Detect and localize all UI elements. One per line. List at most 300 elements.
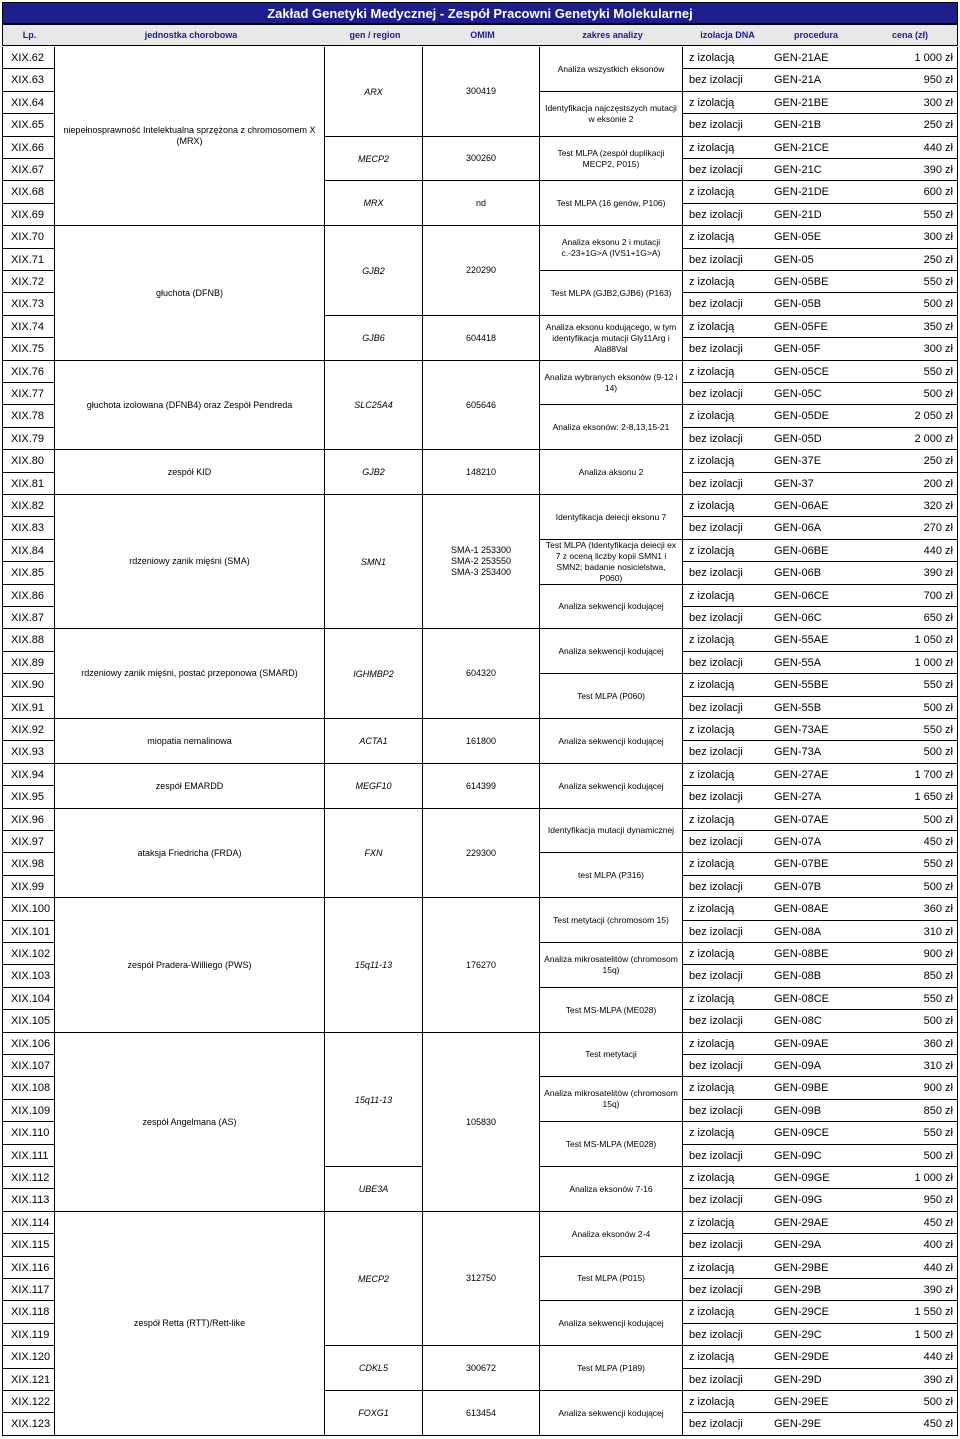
isolation-type: z izolacją: [683, 898, 770, 921]
gene-region: UBE3A: [325, 1167, 423, 1212]
gene-region: FOXG1: [325, 1391, 423, 1436]
procedure-code: GEN-29EE: [770, 1391, 860, 1413]
row-number: XIX.68: [2, 181, 55, 204]
row-number: XIX.82: [2, 495, 55, 517]
price: 650 zł: [860, 607, 958, 629]
row-number: XIX.93: [2, 741, 55, 764]
header-procedure: procedura: [793, 30, 838, 40]
isolation-type: z izolacją: [683, 1122, 770, 1145]
omim-number: 161800: [423, 719, 540, 764]
isolation-type: bez izolacji: [683, 1055, 770, 1077]
price: 2 050 zł: [860, 405, 958, 428]
row-number: XIX.78: [2, 405, 55, 428]
analysis-scope: Test MLPA (Identyfikacja deiecji ex 7 z oceną liczby kopii SMN1 i SMN2; badanie nosicielstwa, P060): [540, 540, 683, 585]
analysis-scope: Analiza wybranych eksonów (9-12 i 14): [540, 361, 683, 405]
price: 550 zł: [860, 988, 958, 1010]
price: 500 zł: [860, 1391, 958, 1413]
row-number: XIX.117: [2, 1279, 55, 1301]
price: 1 000 zł: [860, 652, 958, 674]
omim-number: 229300: [423, 809, 540, 898]
isolation-type: z izolacją: [683, 47, 770, 69]
price: 450 zł: [860, 831, 958, 853]
row-number: XIX.95: [2, 786, 55, 809]
isolation-type: bez izolacji: [683, 697, 770, 719]
analysis-scope: Test MLPA (P189): [540, 1346, 683, 1391]
analysis-scope: Analiza eksonów: 2-8,13,15-21: [540, 405, 683, 450]
price: 440 zł: [860, 540, 958, 562]
price: 1 550 zł: [860, 1301, 958, 1324]
row-number: XIX.113: [2, 1189, 55, 1212]
procedure-code: GEN-05BE: [770, 271, 860, 293]
row-number: XIX.92: [2, 719, 55, 741]
row-number: XIX.64: [2, 92, 55, 114]
isolation-type: z izolacją: [683, 361, 770, 383]
analysis-scope: Test MLPA (16 genów, P106): [540, 181, 683, 226]
analysis-scope: Analiza eksonów 7-16: [540, 1167, 683, 1212]
gene-region: GJB6: [325, 316, 423, 361]
procedure-code: GEN-07BE: [770, 853, 860, 876]
row-number: XIX.69: [2, 204, 55, 226]
gene-region: IGHMBP2: [325, 629, 423, 719]
row-number: XIX.88: [2, 629, 55, 652]
disease-name: ataksja Friedricha (FRDA): [55, 809, 325, 898]
price: 500 zł: [860, 876, 958, 898]
disease-name: zespół KID: [55, 450, 325, 495]
row-number: XIX.86: [2, 585, 55, 607]
analysis-scope: Analiza sekwencji kodującej: [540, 1391, 683, 1436]
isolation-type: bez izolacji: [683, 249, 770, 271]
disease-name: głuchota izolowana (DFNB4) oraz Zespół Pendreda: [55, 361, 325, 450]
isolation-type: z izolacją: [683, 495, 770, 517]
analysis-scope: Analiza sekwencji kodującej: [540, 585, 683, 629]
isolation-type: z izolacją: [683, 674, 770, 697]
procedure-code: GEN-05: [770, 249, 860, 271]
procedure-code: GEN-21CE: [770, 137, 860, 159]
isolation-type: z izolacją: [683, 1167, 770, 1189]
isolation-type: bez izolacji: [683, 204, 770, 226]
procedure-code: GEN-07AE: [770, 809, 860, 831]
analysis-scope: Analiza mikrosatelitów (chromosom 15q): [540, 1077, 683, 1122]
isolation-type: bez izolacji: [683, 383, 770, 405]
price: 500 zł: [860, 1010, 958, 1033]
price: 550 zł: [860, 1122, 958, 1145]
disease-name: głuchota (DFNB): [55, 226, 325, 361]
isolation-type: z izolacją: [683, 1077, 770, 1100]
header-omim: OMIM: [470, 30, 495, 40]
price: 2 000 zł: [860, 428, 958, 450]
procedure-code: GEN-08B: [770, 965, 860, 988]
header-isolation: izolacja DNA: [700, 30, 755, 40]
gene-region: GJB2: [325, 450, 423, 495]
isolation-type: bez izolacji: [683, 338, 770, 361]
row-number: XIX.83: [2, 517, 55, 540]
price: 310 zł: [860, 1055, 958, 1077]
price: 950 zł: [860, 69, 958, 92]
price: 450 zł: [860, 1212, 958, 1234]
price: 250 zł: [860, 249, 958, 271]
header-disease: jednostka chorobowa: [144, 30, 238, 40]
row-number: XIX.84: [2, 540, 55, 562]
price: 600 zł: [860, 181, 958, 204]
price: 200 zł: [860, 473, 958, 495]
row-number: XIX.67: [2, 159, 55, 181]
row-number: XIX.70: [2, 226, 55, 249]
isolation-type: bez izolacji: [683, 876, 770, 898]
price: 300 zł: [860, 226, 958, 249]
row-number: XIX.111: [2, 1145, 55, 1167]
row-number: XIX.102: [2, 943, 55, 965]
row-number: XIX.65: [2, 114, 55, 137]
price: 390 zł: [860, 1279, 958, 1301]
omim-number: 605646: [423, 361, 540, 450]
row-number: XIX.90: [2, 674, 55, 697]
isolation-type: bez izolacji: [683, 428, 770, 450]
header-scope: zakres analizy: [582, 30, 643, 40]
procedure-code: GEN-07A: [770, 831, 860, 853]
table-header-row: [2, 24, 958, 46]
isolation-type: bez izolacji: [683, 1234, 770, 1257]
row-number: XIX.81: [2, 473, 55, 495]
price: 900 zł: [860, 943, 958, 965]
procedure-code: GEN-29A: [770, 1234, 860, 1257]
omim-number: nd: [423, 181, 540, 226]
isolation-type: bez izolacji: [683, 607, 770, 629]
gene-region: ACTA1: [325, 719, 423, 764]
analysis-scope: test MLPA (P316): [540, 853, 683, 898]
omim-number: 176270: [423, 898, 540, 1033]
isolation-type: bez izolacji: [683, 159, 770, 181]
analysis-scope: Test MS-MLPA (ME028): [540, 1122, 683, 1167]
analysis-scope: Test MLPA (P060): [540, 674, 683, 719]
procedure-code: GEN-21DE: [770, 181, 860, 204]
omim-number: 220290: [423, 226, 540, 316]
analysis-scope: Analiza sekwencji kodującej: [540, 1301, 683, 1346]
omim-number: 604320: [423, 629, 540, 719]
row-number: XIX.87: [2, 607, 55, 629]
procedure-code: GEN-05C: [770, 383, 860, 405]
procedure-code: GEN-09GE: [770, 1167, 860, 1189]
analysis-scope: Test MLPA (zespół duplikacji MECP2, P015): [540, 137, 683, 181]
isolation-type: bez izolacji: [683, 517, 770, 540]
price: 450 zł: [860, 1413, 958, 1436]
row-number: XIX.71: [2, 249, 55, 271]
price: 310 zł: [860, 921, 958, 943]
procedure-code: GEN-29DE: [770, 1346, 860, 1369]
price: 360 zł: [860, 1033, 958, 1055]
procedure-code: GEN-05F: [770, 338, 860, 361]
row-number: XIX.101: [2, 921, 55, 943]
row-number: XIX.85: [2, 562, 55, 585]
price: 850 zł: [860, 1100, 958, 1122]
row-number: XIX.122: [2, 1391, 55, 1413]
gene-region: FXN: [325, 809, 423, 898]
price: 1 500 zł: [860, 1324, 958, 1346]
isolation-type: bez izolacji: [683, 473, 770, 495]
row-number: XIX.80: [2, 450, 55, 473]
procedure-code: GEN-05CE: [770, 361, 860, 383]
price: 1 000 zł: [860, 47, 958, 69]
analysis-scope: Test MLPA (P015): [540, 1257, 683, 1301]
price: 900 zł: [860, 1077, 958, 1100]
isolation-type: z izolacją: [683, 629, 770, 652]
analysis-scope: Identyfikacja najczęstszych mutacji w eksonie 2: [540, 92, 683, 137]
disease-name: zespół Pradera-Williego (PWS): [55, 898, 325, 1033]
price: 1 050 zł: [860, 629, 958, 652]
price: 500 zł: [860, 293, 958, 316]
procedure-code: GEN-27A: [770, 786, 860, 809]
procedure-code: GEN-55AE: [770, 629, 860, 652]
isolation-type: z izolacją: [683, 764, 770, 786]
row-number: XIX.77: [2, 383, 55, 405]
isolation-type: z izolacją: [683, 271, 770, 293]
procedure-code: GEN-08AE: [770, 898, 860, 921]
procedure-code: GEN-08A: [770, 921, 860, 943]
price: 390 zł: [860, 159, 958, 181]
isolation-type: z izolacją: [683, 540, 770, 562]
row-number: XIX.97: [2, 831, 55, 853]
price: 390 zł: [860, 562, 958, 585]
price: 250 zł: [860, 114, 958, 137]
omim-number: 614399: [423, 764, 540, 809]
procedure-code: GEN-06A: [770, 517, 860, 540]
row-number: XIX.100: [2, 898, 55, 921]
disease-name: zespół Angelmana (AS): [55, 1033, 325, 1212]
price: 1 700 zł: [860, 764, 958, 786]
price: 550 zł: [860, 271, 958, 293]
procedure-code: GEN-29E: [770, 1413, 860, 1436]
isolation-type: z izolacją: [683, 1301, 770, 1324]
row-number: XIX.106: [2, 1033, 55, 1055]
row-number: XIX.72: [2, 271, 55, 293]
procedure-code: GEN-09CE: [770, 1122, 860, 1145]
procedure-code: GEN-21BE: [770, 92, 860, 114]
omim-number: 300419: [423, 47, 540, 137]
isolation-type: bez izolacji: [683, 1369, 770, 1391]
gene-region: MRX: [325, 181, 423, 226]
omim-number: 613454: [423, 1391, 540, 1436]
row-number: XIX.115: [2, 1234, 55, 1257]
analysis-scope: Analiza eksonu kodującego, w tym identyfikacja mutacji Gly11Arg i Ala88Val: [540, 316, 683, 361]
isolation-type: z izolacją: [683, 316, 770, 338]
analysis-scope: Analiza sekwencji kodującej: [540, 764, 683, 809]
procedure-code: GEN-55BE: [770, 674, 860, 697]
header-price: cena (zł): [891, 30, 928, 40]
procedure-code: GEN-09AE: [770, 1033, 860, 1055]
analysis-scope: Identyfikacja mutacji dynamicznej: [540, 809, 683, 853]
analysis-scope: Identyfikacja deiecji eksonu 7: [540, 495, 683, 540]
isolation-type: bez izolacji: [683, 562, 770, 585]
price: 550 zł: [860, 719, 958, 741]
price: 300 zł: [860, 92, 958, 114]
row-number: XIX.63: [2, 69, 55, 92]
procedure-code: GEN-55B: [770, 697, 860, 719]
gene-region: CDKL5: [325, 1346, 423, 1391]
isolation-type: bez izolacji: [683, 114, 770, 137]
gene-region: MECP2: [325, 1212, 423, 1346]
row-number: XIX.75: [2, 338, 55, 361]
row-number: XIX.114: [2, 1212, 55, 1234]
procedure-code: GEN-06CE: [770, 585, 860, 607]
procedure-code: GEN-09BE: [770, 1077, 860, 1100]
procedure-code: GEN-05E: [770, 226, 860, 249]
row-number: XIX.76: [2, 361, 55, 383]
row-number: XIX.73: [2, 293, 55, 316]
procedure-code: GEN-37: [770, 473, 860, 495]
isolation-type: z izolacją: [683, 1033, 770, 1055]
procedure-code: GEN-09G: [770, 1189, 860, 1212]
gene-region: SMN1: [325, 495, 423, 629]
header-lp: Lp.: [22, 30, 37, 40]
procedure-code: GEN-06B: [770, 562, 860, 585]
isolation-type: z izolacją: [683, 181, 770, 204]
row-number: XIX.91: [2, 697, 55, 719]
price: 440 zł: [860, 137, 958, 159]
price: 1 650 zł: [860, 786, 958, 809]
analysis-scope: Analiza eksonu 2 i mutacji c.-23+1G>A (IVS1+1G>A): [540, 226, 683, 271]
row-number: XIX.62: [2, 47, 55, 69]
isolation-type: bez izolacji: [683, 293, 770, 316]
omim-number: 604418: [423, 316, 540, 361]
procedure-code: GEN-29B: [770, 1279, 860, 1301]
row-number: XIX.112: [2, 1167, 55, 1189]
isolation-type: bez izolacji: [683, 69, 770, 92]
procedure-code: GEN-29D: [770, 1369, 860, 1391]
price: 440 zł: [860, 1257, 958, 1279]
row-number: XIX.79: [2, 428, 55, 450]
price: 700 zł: [860, 585, 958, 607]
omim-number: 300260: [423, 137, 540, 181]
analysis-scope: Analiza sekwencji kodującej: [540, 629, 683, 674]
isolation-type: bez izolacji: [683, 786, 770, 809]
price: 500 zł: [860, 383, 958, 405]
price: 950 zł: [860, 1189, 958, 1212]
procedure-code: GEN-37E: [770, 450, 860, 473]
isolation-type: bez izolacji: [683, 1189, 770, 1212]
procedure-code: GEN-21C: [770, 159, 860, 181]
isolation-type: z izolacją: [683, 137, 770, 159]
row-number: XIX.118: [2, 1301, 55, 1324]
disease-name: niepełnosprawność Intelektualna sprzężona z chromosomem X (MRX): [55, 47, 325, 226]
isolation-type: bez izolacji: [683, 1010, 770, 1033]
procedure-code: GEN-09A: [770, 1055, 860, 1077]
procedure-code: GEN-05FE: [770, 316, 860, 338]
price: 500 zł: [860, 809, 958, 831]
gene-region: SLC25A4: [325, 361, 423, 450]
procedure-code: GEN-06BE: [770, 540, 860, 562]
isolation-type: z izolacją: [683, 988, 770, 1010]
price: 250 zł: [860, 450, 958, 473]
procedure-code: GEN-05D: [770, 428, 860, 450]
isolation-type: z izolacją: [683, 405, 770, 428]
isolation-type: bez izolacji: [683, 1100, 770, 1122]
procedure-code: GEN-29C: [770, 1324, 860, 1346]
omim-number: 300672: [423, 1346, 540, 1391]
omim-number: SMA-1 253300 SMA-2 253550 SMA-3 253400: [423, 495, 540, 629]
procedure-code: GEN-06AE: [770, 495, 860, 517]
disease-name: zespół Retta (RTT)/Rett-like: [55, 1212, 325, 1436]
row-number: XIX.110: [2, 1122, 55, 1145]
price: 550 zł: [860, 853, 958, 876]
procedure-code: GEN-05B: [770, 293, 860, 316]
price: 500 zł: [860, 1145, 958, 1167]
isolation-type: z izolacją: [683, 226, 770, 249]
procedure-code: GEN-55A: [770, 652, 860, 674]
disease-name: rdzeniowy zanik mięśni, postać przeponowa (SMARD): [55, 629, 325, 719]
gene-region: MEGF10: [325, 764, 423, 809]
gene-region: MECP2: [325, 137, 423, 181]
procedure-code: GEN-08C: [770, 1010, 860, 1033]
analysis-scope: Test metytacji (chromosom 15): [540, 898, 683, 943]
analysis-scope: Test MS-MLPA (ME028): [540, 988, 683, 1033]
row-number: XIX.116: [2, 1257, 55, 1279]
procedure-code: GEN-21AE: [770, 47, 860, 69]
isolation-type: z izolacją: [683, 1257, 770, 1279]
row-number: XIX.108: [2, 1077, 55, 1100]
price: 440 zł: [860, 1346, 958, 1369]
row-number: XIX.66: [2, 137, 55, 159]
price: 550 zł: [860, 204, 958, 226]
price: 850 zł: [860, 965, 958, 988]
isolation-type: bez izolacji: [683, 1413, 770, 1436]
price: 270 zł: [860, 517, 958, 540]
row-number: XIX.96: [2, 809, 55, 831]
price: 400 zł: [860, 1234, 958, 1257]
analysis-scope: Analiza eksonów 2-4: [540, 1212, 683, 1257]
isolation-type: bez izolacji: [683, 1279, 770, 1301]
price: 320 zł: [860, 495, 958, 517]
analysis-scope: Test MLPA (GJB2,GJB6) (P163): [540, 271, 683, 316]
row-number: XIX.107: [2, 1055, 55, 1077]
row-number: XIX.99: [2, 876, 55, 898]
isolation-type: z izolacją: [683, 1391, 770, 1413]
procedure-code: GEN-07B: [770, 876, 860, 898]
gene-region: 15q11-13: [325, 1033, 423, 1167]
isolation-type: z izolacją: [683, 809, 770, 831]
row-number: XIX.103: [2, 965, 55, 988]
gene-region: GJB2: [325, 226, 423, 316]
analysis-scope: Analiza mikrosatelitów (chromosom 15q): [540, 943, 683, 988]
isolation-type: z izolacją: [683, 450, 770, 473]
row-number: XIX.94: [2, 764, 55, 786]
price: 360 zł: [860, 898, 958, 921]
price: 500 zł: [860, 741, 958, 764]
isolation-type: bez izolacji: [683, 831, 770, 853]
row-number: XIX.74: [2, 316, 55, 338]
omim-number: 105830: [423, 1033, 540, 1212]
isolation-type: z izolacją: [683, 943, 770, 965]
row-number: XIX.121: [2, 1369, 55, 1391]
price: 550 zł: [860, 674, 958, 697]
price: 550 zł: [860, 361, 958, 383]
row-number: XIX.105: [2, 1010, 55, 1033]
isolation-type: bez izolacji: [683, 965, 770, 988]
isolation-type: z izolacją: [683, 585, 770, 607]
row-number: XIX.109: [2, 1100, 55, 1122]
isolation-type: bez izolacji: [683, 921, 770, 943]
row-number: XIX.89: [2, 652, 55, 674]
row-number: XIX.120: [2, 1346, 55, 1369]
price: 350 zł: [860, 316, 958, 338]
disease-name: rdzeniowy zanik mięśni (SMA): [55, 495, 325, 629]
omim-number: 148210: [423, 450, 540, 495]
procedure-code: GEN-05DE: [770, 405, 860, 428]
procedure-code: GEN-06C: [770, 607, 860, 629]
isolation-type: z izolacją: [683, 853, 770, 876]
procedure-code: GEN-73AE: [770, 719, 860, 741]
isolation-type: bez izolacji: [683, 1145, 770, 1167]
procedure-code: GEN-29CE: [770, 1301, 860, 1324]
table-title: Zakład Genetyki Medycznej - Zespół Pracowni Genetyki Molekularnej: [2, 2, 958, 24]
